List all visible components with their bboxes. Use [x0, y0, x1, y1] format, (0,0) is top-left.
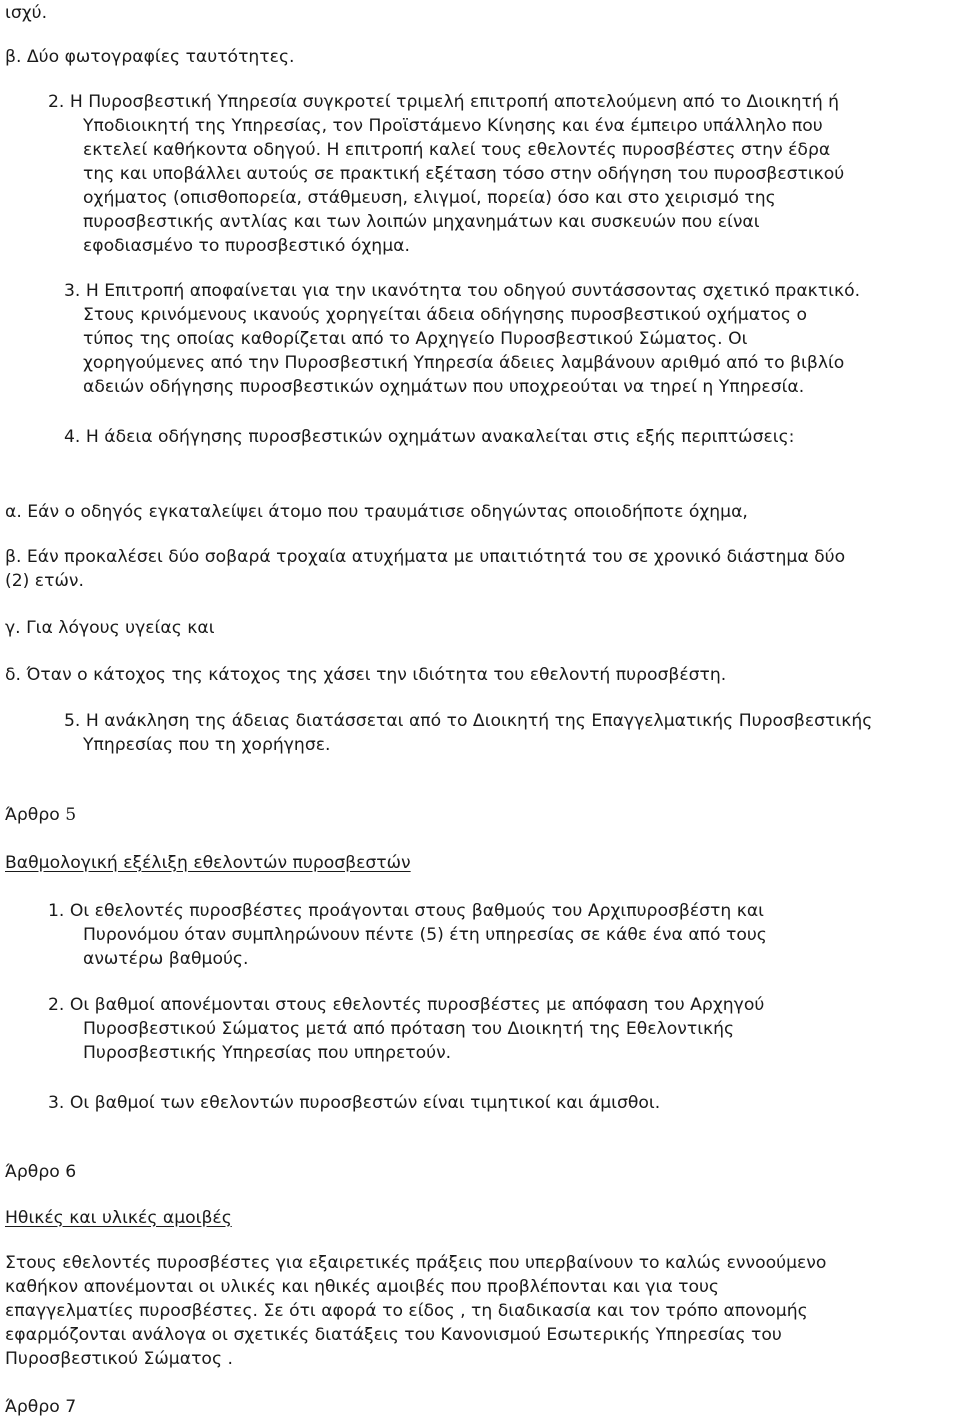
case-a: α. Εάν ο οδηγός εγκαταλείψει άτομο που τραυμάτισε οδηγώντας οποιοδήποτε όχημα, [5, 502, 748, 522]
article-5-item-1-line: 1. Οι εθελοντές πυροσβέστες προάγονται στους βαθμούς του Αρχιπυροσβέστη και [48, 901, 764, 921]
case-b-line: β. Εάν προκαλέσει δύο σοβαρά τροχαία ατυχήματα με υπαιτιότητά του σε χρονικό διάστημα δύο [5, 547, 846, 567]
paragraph-2-line: της και υποβάλλει αυτούς σε πρακτική εξέταση τόσο στην οδήγηση του πυροσβεστικού [83, 164, 845, 184]
paragraph-2-line: οχήματος (οπισθοπορεία, στάθμευση, ελιγμοί, πορεία) όσο και στο χειρισμό της [83, 188, 776, 208]
paragraph-2-line: εφοδιασμένο το πυροσβεστικό όχημα. [83, 236, 410, 256]
list-item-photos: β. Δύο φωτογραφίες ταυτότητες. [5, 47, 295, 67]
paragraph-3-line: Στους κρινόμενους ικανούς χορηγείται άδεια οδήγησης πυροσβεστικού οχήματος ο [83, 305, 807, 325]
article-6-body-line: Στους εθελοντές πυροσβέστες για εξαιρετικές πράξεις που υπερβαίνουν το καλώς εννοούμενο [5, 1253, 827, 1273]
article-6-body-line: επαγγελματίες πυροσβέστες. Σε ότι αφορά το είδος , τη διαδικασία και τον τρόπο απονομής [5, 1301, 808, 1321]
article-5-item-2-line: 2. Οι βαθμοί απονέμονται στους εθελοντές πυροσβέστες με απόφαση του Αρχηγού [48, 995, 765, 1015]
paragraph-4: 4. Η άδεια οδήγησης πυροσβεστικών οχημάτων ανακαλείται στις εξής περιπτώσεις: [64, 427, 795, 447]
article-5-item-2-line: Πυροσβεστικής Υπηρεσίας που υπηρετούν. [83, 1043, 452, 1063]
article-6-heading: Άρθρο 6 [5, 1162, 77, 1182]
article-6-body-line: Πυροσβεστικού Σώματος . [5, 1349, 233, 1369]
case-c: γ. Για λόγους υγείας και [5, 618, 215, 638]
article-6-body-line: εφαρμόζονται ανάλογα οι σχετικές διατάξεις του Κανονισμού Εσωτερικής Υπηρεσίας του [5, 1325, 782, 1345]
paragraph-5-line: Υπηρεσίας που τη χορήγησε. [83, 735, 331, 755]
article-5-item-1-line: ανωτέρω βαθμούς. [83, 949, 249, 969]
article-heading-number: 5 [65, 805, 77, 825]
case-d: δ. Όταν ο κάτοχος της κάτοχος της χάσει την ιδιότητα του εθελοντή πυροσβέστη. [5, 665, 727, 685]
article-5-heading [5, 804, 76, 828]
article-5-item-3: 3. Οι βαθμοί των εθελοντών πυροσβεστών είναι τιμητικοί και άμισθοι. [48, 1093, 661, 1113]
paragraph-2-line: 2. Η Πυροσβεστική Υπηρεσία συγκροτεί τριμελή επιτροπή αποτελούμενη από το Διοικητή ή [48, 92, 840, 112]
paragraph-5-line: 5. Η ανάκληση της άδειας διατάσσεται από το Διοικητή της Επαγγελματικής Πυροσβεστικής [64, 711, 873, 731]
paragraph-3-line: 3. Η Επιτροπή αποφαίνεται για την ικανότητα του οδηγού συντάσσοντας σχετικό πρακτικό. [64, 281, 861, 301]
article-5-title: Βαθμολογική εξέλιξη εθελοντών πυροσβεστών [5, 853, 411, 873]
paragraph-3-line: αδειών οδήγησης πυροσβεστικών οχημάτων που υποχρεούται να τηρεί η Υπηρεσία. [83, 377, 805, 397]
paragraph-2-line: εκτελεί καθήκοντα οδηγού. Η επιτροπή καλεί τους εθελοντές πυροσβέστες στην έδρα [83, 140, 831, 160]
paragraph-3-line: τύπος της οποίας καθορίζεται από το Αρχηγείο Πυροσβεστικού Σώματος. Οι [83, 329, 748, 349]
text-fragment: ισχύ. [5, 3, 48, 23]
article-5-item-2-line: Πυροσβεστικού Σώματος μετά από πρόταση του Διοικητή της Εθελοντικής [83, 1019, 735, 1039]
article-6-body-line: καθήκον απονέμονται οι υλικές και ηθικές αμοιβές που προβλέπονται και για τους [5, 1277, 720, 1297]
article-5-item-1-line: Πυρονόμου όταν συμπληρώνουν πέντε (5) έτη υπηρεσίας σε κάθε ένα από τους [83, 925, 767, 945]
article-6-title: Ηθικές και υλικές αμοιβές [5, 1208, 232, 1228]
paragraph-2-line: πυροσβεστικής αντλίας και των λοιπών μηχανημάτων και συσκευών που είναι [83, 212, 760, 232]
article-7-heading: Άρθρο 7 [5, 1397, 77, 1417]
case-b-line: (2) ετών. [5, 571, 84, 591]
article-heading-word: Άρθρο [5, 805, 66, 825]
paragraph-2-line: Υποδιοικητή της Υπηρεσίας, τον Προϊστάμενο Κίνησης και ένα έμπειρο υπάλληλο που [83, 116, 823, 136]
paragraph-3-line: χορηγούμενες από την Πυροσβεστική Υπηρεσία άδειες λαμβάνουν αριθμό από το βιβλίο [83, 353, 845, 373]
